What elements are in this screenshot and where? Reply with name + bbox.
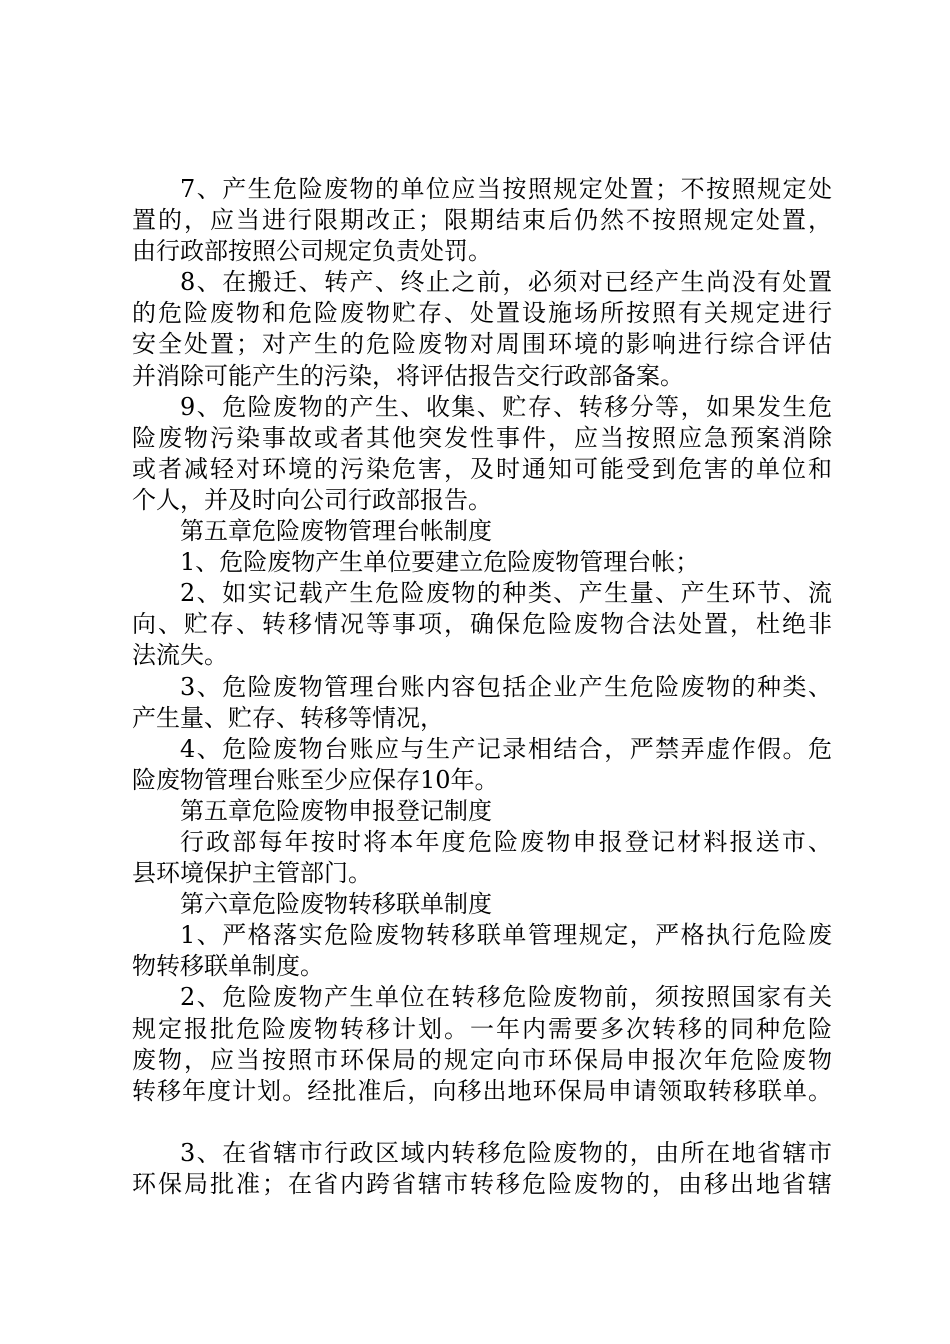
paragraph [132,174,832,267]
text-line: 置的，应当进行限期改正；限期结束后仍然不按照规定处置， [132,206,832,235]
paragraph [132,392,832,516]
text-line: 险废物管理台账至少应保存10年。 [132,765,499,794]
text-line: 9、危险废物的产生、收集、贮存、转移分等，如果发生危 [180,392,832,421]
text-line: 物转移联单制度。 [132,952,324,981]
text-line: 险废物污染事故或者其他突发性事件，应当按照应急预案消除 [132,423,832,452]
paragraph [132,267,832,391]
chapter-heading [132,889,832,920]
text-line: 或者减轻对环境的污染危害，及时通知可能受到危害的单位和 [132,454,832,483]
text-line: 3、危险废物管理台账内容包括企业产生危险废物的种类、 [180,672,832,701]
text-line: 1、严格落实危险废物转移联单管理规定，严格执行危险废 [180,921,832,950]
chapter-heading [132,516,832,547]
paragraph [132,827,832,889]
paragraph [132,547,832,578]
text-line: 2、危险废物产生单位在转移危险废物前，须按照国家有关 [180,983,832,1012]
paragraph [132,672,832,734]
document-page [132,174,832,1200]
text-line: 1、危险废物产生单位要建立危险废物管理台帐； [180,548,700,577]
text-line: 向、贮存、转移情况等事项，确保危险废物合法处置，杜绝非 [132,610,832,639]
text-line: 法流失。 [132,641,228,670]
paragraph [132,920,832,982]
text-line: 废物，应当按照市环保局的规定向市环保局申报次年危险废物 [132,1045,832,1074]
paragraph [132,982,832,1106]
text-line: 产生量、贮存、转移等情况， [132,703,444,732]
text-line: 安全处置；对产生的危险废物对周围环境的影响进行综合评估 [132,330,832,359]
text-line: 4、危险废物台账应与生产记录相结合，严禁弄虚作假。危 [180,734,832,763]
text-line: 第五章危险废物管理台帐制度 [180,517,492,546]
text-line: 8、在搬迁、转产、终止之前，必须对已经产生尚没有处置 [180,268,832,297]
text-line: 第六章危险废物转移联单制度 [180,890,492,919]
text-line: 行政部每年按时将本年度危险废物申报登记材料报送市、 [180,827,832,856]
paragraph [132,734,832,796]
paragraph [132,578,832,671]
text-line: 个人，并及时向公司行政部报告。 [132,485,492,514]
paragraph-gap [132,1107,832,1138]
text-line: 2、如实记载产生危险废物的种类、产生量、产生环节、流 [180,579,832,608]
text-line: 3、在省辖市行政区域内转移危险废物的，由所在地省辖市 [180,1138,832,1167]
text-line: 由行政部按照公司规定负责处罚。 [132,237,492,266]
text-line: 转移年度计划。经批准后，向移出地环保局申请领取转移联单。 [132,1076,832,1105]
text-line: 并消除可能产生的污染，将评估报告交行政部备案。 [132,361,684,390]
paragraph [132,1138,832,1200]
text-line: 规定报批危险废物转移计划。一年内需要多次转移的同种危险 [132,1014,832,1043]
text-line: 的危险废物和危险废物贮存、处置设施场所按照有关规定进行 [132,299,832,328]
chapter-heading [132,796,832,827]
text-line: 环保局批准；在省内跨省辖市转移危险废物的，由移出地省辖 [132,1169,832,1198]
text-line: 县环境保护主管部门。 [132,859,372,888]
text-line: 第五章危险废物申报登记制度 [180,796,492,825]
text-line: 7、产生危险废物的单位应当按照规定处置；不按照规定处 [180,175,832,203]
